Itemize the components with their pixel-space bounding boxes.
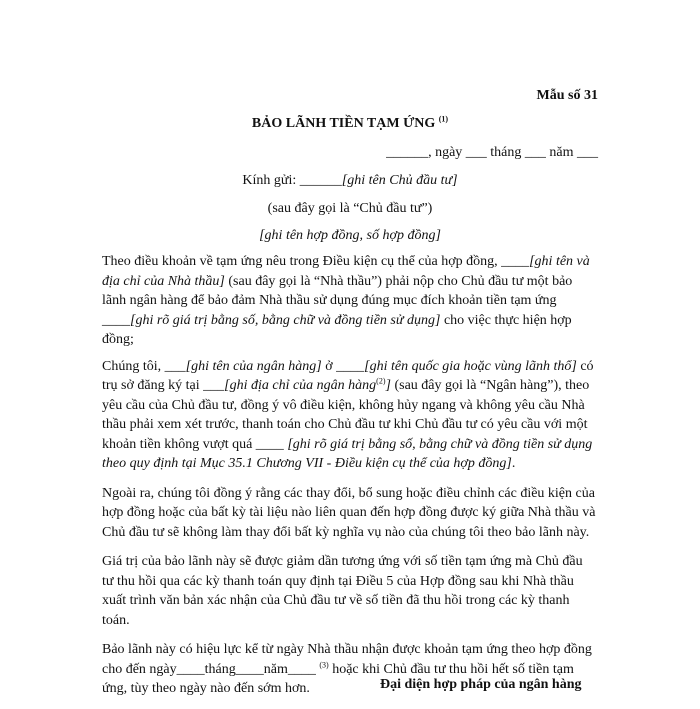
placeholder-amount: [ghi rõ giá trị bằng số, bằng chữ và đồng tiền sử dụng] xyxy=(130,312,441,328)
placeholder-contractor: [ghi tên và địa chỉ của Nhà thầu] xyxy=(102,254,590,289)
recipient-placeholder: [ghi tên Chủ đầu tư] xyxy=(341,173,458,188)
text-run: hoặc khi Chủ đầu tư thu hồi hết số tiền tạm ứng, tùy theo ngày nào đến sớm hơn. xyxy=(102,661,574,696)
text-run: (sau đây gọi là “Ngân hàng”), theo yêu cầu của Chủ đầu tư, đồng ý vô điều kiện, không hủy ngang và không yêu cầu Nhà thầu phải xem xét trước, thanh toán cho Chủ đầu tư khi Chủ đầu tư có yêu cầu với một khoản tiền không vượt quá ____ xyxy=(102,378,590,452)
recipient-alias-line: (sau đây gọi là “Chủ đầu tư”) xyxy=(267,201,433,216)
signature-block: Đại diện hợp pháp của ngân hàng xyxy=(380,677,582,692)
text-run: ở ____ xyxy=(321,358,365,374)
date-line: ______, ngày ___ tháng ___ năm ___ xyxy=(386,145,598,160)
text-run: Chúng tôi, ___ xyxy=(102,358,186,374)
text-run: (sau đây gọi là “Nhà thầu”) phải nộp cho Chủ đầu tư một bảo lãnh ngân hàng để bảo đảm Nhà thầu sử dụng đúng mục đích khoản tiền tạm ứng ____ xyxy=(102,273,573,328)
text-run: cho việc thực hiện hợp đồng; xyxy=(102,312,572,347)
placeholder-bank-name: [ghi tên của ngân hàng] xyxy=(185,358,322,374)
text-run: Theo điều khoản về tạm ứng nêu trong Điều kiện cụ thể của hợp đồng, ____ xyxy=(102,254,530,269)
contract-line: [ghi tên hợp đồng, số hợp đồng] xyxy=(259,228,441,243)
title-footnote-marker: (1) xyxy=(438,114,449,124)
form-number: Mẫu số 31 xyxy=(536,88,598,103)
footnote-marker: (2) xyxy=(376,376,386,386)
paragraph-amendments: Ngoài ra, chúng tôi đồng ý rằng các thay đổi, bổ sung hoặc điều chỉnh các điều kiện của hợp đồng hoặc của bất kỳ tài liệu nào liên quan đến hợp đồng được ký giữa Nhà thầu và Chủ đầu tư sẽ không làm thay đổi bất kỳ nghĩa vụ nào của chúng tôi theo bảo lãnh này. xyxy=(102,485,596,540)
recipient-label: Kính gửi: ______ xyxy=(242,173,342,188)
text-run: . xyxy=(511,456,516,471)
document-title xyxy=(0,116,700,132)
paragraph-reduction: Giá trị của bảo lãnh này sẽ được giảm dần tương ứng với số tiền tạm ứng mà Chủ đầu tư thu hồi qua các kỳ thanh toán quy định tại Điều 5 của Hợp đồng sau khi Nhà thầu xuất trình văn bản xác nhận của Chủ đầu tư về số tiền đã thu hồi trong các kỳ thanh toán. xyxy=(102,554,583,628)
placeholder-bank-address: [ghi địa chỉ của ngân hàng xyxy=(224,378,377,393)
title-text: BẢO LÃNH TIỀN TẠM ỨNG xyxy=(251,116,436,131)
paragraph-advance-terms xyxy=(102,252,596,350)
placeholder-max-amount: [ghi rõ giá trị bằng số, bằng chữ và đồng tiền sử dụng theo quy định tại Mục 35.1 Chương VII - Điều kiện cụ thể của hợp đồng] xyxy=(102,436,593,471)
placeholder-bracket: ] xyxy=(385,378,391,393)
footnote-marker: (3) xyxy=(319,659,329,669)
document-body xyxy=(102,252,596,709)
paragraph-bank-guarantee xyxy=(102,357,596,474)
text-run: Bảo lãnh này có hiệu lực kể từ ngày Nhà thầu nhận được khoản tạm ứng theo hợp đồng cho đến ngày____tháng____năm____ xyxy=(102,642,592,677)
text-run: có trụ sở đăng ký tại ___ xyxy=(102,358,594,393)
recipient-line xyxy=(0,173,700,189)
placeholder-country: [ghi tên quốc gia hoặc vùng lãnh thổ] xyxy=(364,358,577,374)
